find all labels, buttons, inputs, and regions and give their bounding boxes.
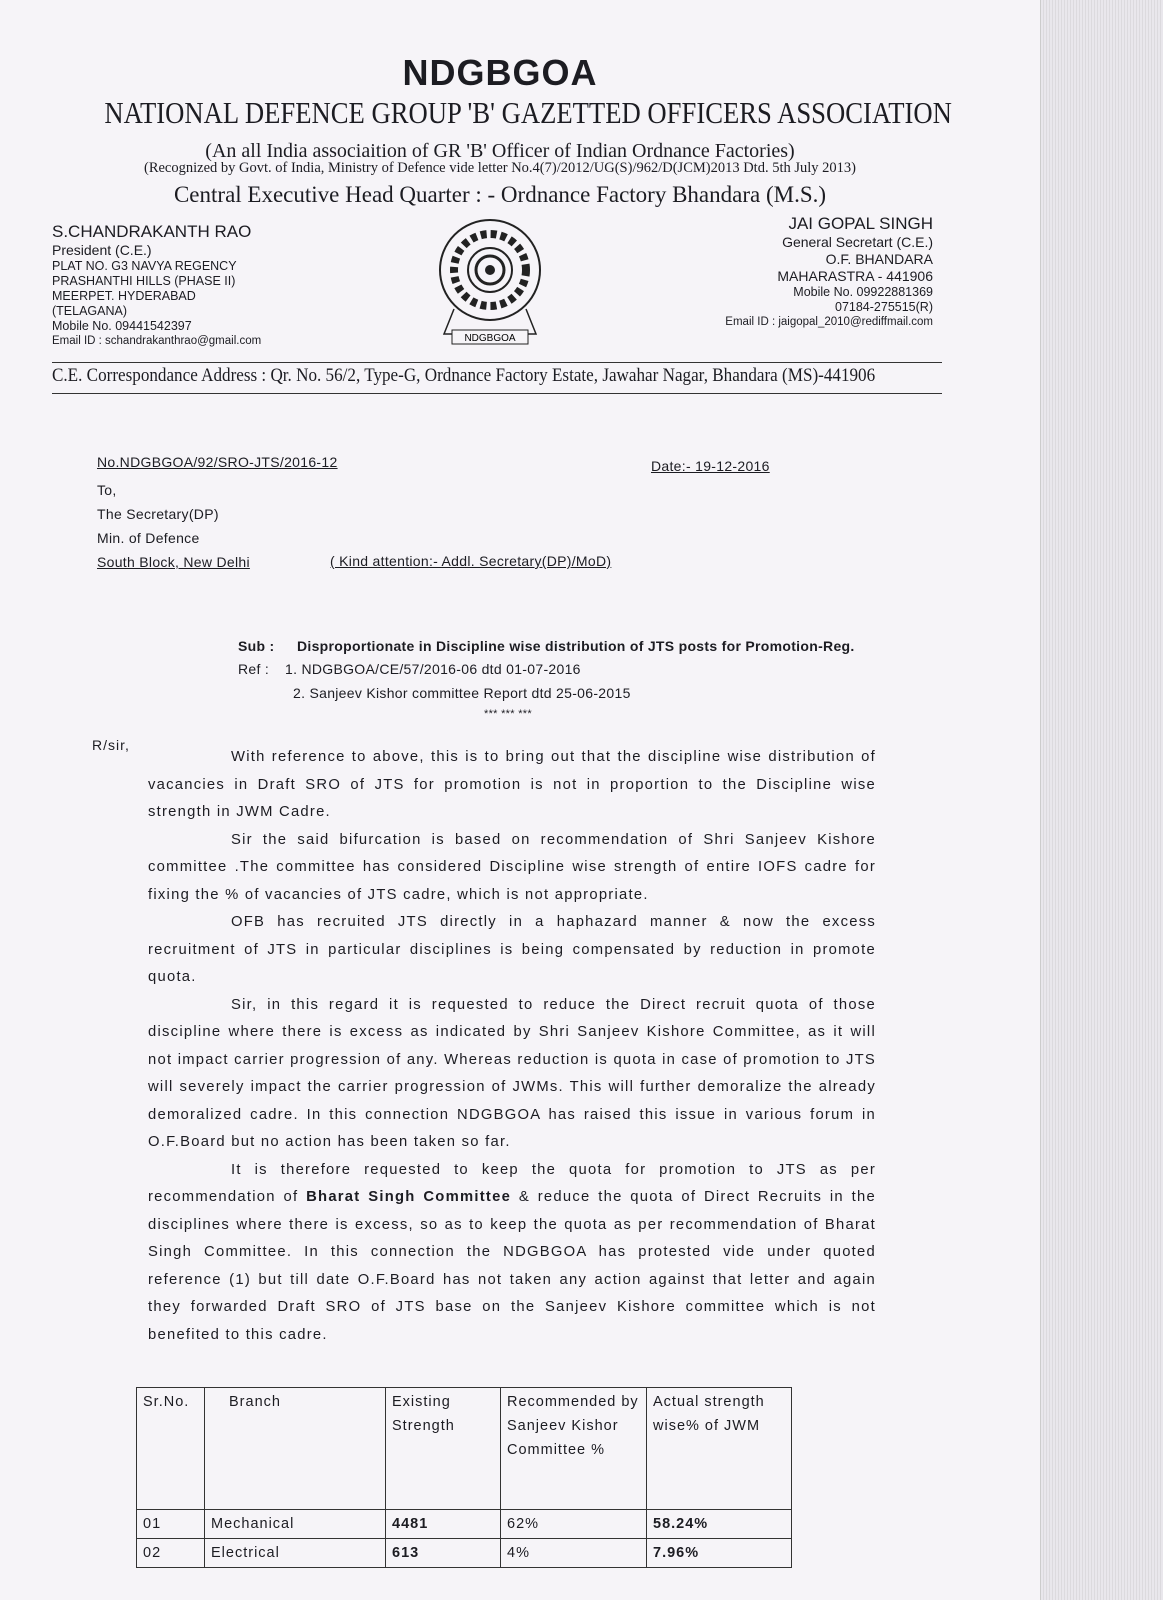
svg-text:NDGBGOA: NDGBGOA	[464, 333, 516, 344]
header-cell: Existing Strength	[386, 1388, 501, 1510]
secretary-name: JAI GOPAL SINGH	[788, 214, 933, 233]
header-cell: Sr.No.	[137, 1388, 205, 1510]
tagline: (An all India associaition of GR 'B' Officer of Indian Ordnance Factories)	[205, 140, 795, 162]
committee-name: Bharat Singh Committee	[306, 1189, 512, 1205]
president-email: Email ID : schandrakanthrao@gmail.com	[52, 335, 262, 347]
divider	[52, 393, 942, 394]
subject-label: Sub :	[238, 638, 275, 654]
address-line: O.F. BHANDARA	[825, 251, 933, 267]
to-line: Min. of Defence	[97, 530, 200, 546]
to-line: To,	[97, 482, 117, 498]
cell: 4481	[386, 1510, 501, 1539]
association-name: NATIONAL DEFENCE GROUP 'B' GAZETTED OFFICERS ASSOCIATION	[104, 95, 952, 130]
paragraph: OFB has recruited JTS directly in a haphazard manner & now the excess recruitment of JTS in particular disciplines is being compensated by reduction in promote quota.	[148, 914, 876, 985]
association-acronym: NDGBGOA	[402, 52, 598, 93]
president-title: President (C.E.)	[52, 242, 152, 258]
reference-1: 1. NDGBGOA/CE/57/2016-06 dtd 01-07-2016	[285, 661, 581, 677]
cell: 01	[137, 1510, 205, 1539]
headquarters: Central Executive Head Quarter : - Ordnance Factory Bhandara (M.S.)	[173, 182, 827, 207]
divider	[52, 362, 942, 363]
cell: Electrical	[205, 1539, 386, 1568]
paragraph: Sir, in this regard it is requested to reduce the Direct recruit quota of those discipline where there is excess as indicated by Shri Sanjeev Kishore Committee, as it will not impact carrier progression of any. Whereas reduction is quota in case of promotion to JTS will severely impact the carrier progression of JWMs. This will further demoralize the already demoralized cadre. In this connection NDGBGOA has raised this issue in various forum in O.F.Board but no action has been taken so far.	[148, 996, 876, 1150]
ref-label: Ref :	[238, 661, 270, 677]
correspondence-address: C.E. Correspondance Address : Qr. No. 56/2, Type-G, Ordnance Factory Estate, Jawahar Nagar, Bhandara (MS)-441906	[52, 365, 876, 386]
president-mobile: Mobile No. 09441542397	[52, 319, 192, 333]
paragraph: It is therefore requested to keep the quota for promotion to JTS as per recommendation of Bharat Singh Committee & reduce the quota of Direct Recruits in the disciplines where there is excess, so as to keep the quota as per recommendation of Bharat Singh Committee. In this connection the NDGBGOA has protested vide under quoted reference (1) but till date O.F.Board has not taken any action against that letter and again they forwarded Draft SRO of JTS base on the Sanjeev Kishore committee which is not benefited to this cadre.	[148, 1161, 877, 1343]
reference-2: 2. Sanjeev Kishor committee Report dtd 25-06-2015	[293, 685, 631, 701]
kind-attention: ( Kind attention:- Addl. Secretary(DP)/MoD)	[330, 553, 612, 569]
secretary-block	[725, 214, 933, 330]
table-header-row	[137, 1388, 792, 1510]
address-line: (TELAGANA)	[52, 304, 128, 318]
to-line: The Secretary(DP)	[97, 506, 219, 522]
paragraph: With reference to above, this is to bring out that the discipline wise distribution of vacancies in Draft SRO of JTS for promotion is not in proportion to the Discipline wise strength in JWM Cadre.	[148, 749, 876, 820]
address-line: MAHARASTRA - 441906	[777, 268, 933, 284]
secretary-email: Email ID : jaigopal_2010@rediffmail.com	[725, 316, 933, 328]
association-logo	[434, 214, 546, 348]
cell: 02	[137, 1539, 205, 1568]
president-block	[52, 222, 261, 349]
letter-date: Date:- 19-12-2016	[651, 458, 770, 474]
reference-number: No.NDGBGOA/92/SRO-JTS/2016-12	[97, 454, 338, 470]
scan-edge	[1040, 0, 1163, 1600]
address-line: MEERPET. HYDERABAD	[52, 289, 196, 303]
table-row	[137, 1510, 792, 1539]
cell: 613	[386, 1539, 501, 1568]
secretary-title: General Secretart (C.E.)	[782, 234, 933, 250]
cell: 7.96%	[647, 1539, 792, 1568]
separator-stars: *** *** ***	[484, 708, 532, 720]
salutation: R/sir,	[92, 737, 130, 753]
cell: 58.24%	[647, 1510, 792, 1539]
letter-body	[148, 744, 876, 1349]
paragraph: Sir the said bifurcation is based on recommendation of Shri Sanjeev Kishore committee .The committee has considered Discipline wise strength of entire IOFS cadre for fixing the % of vacancies of JTS cadre, which is not appropriate.	[148, 831, 876, 903]
address-line: PRASHANTHI HILLS (PHASE II)	[52, 274, 236, 288]
president-name: S.CHANDRAKANTH RAO	[52, 222, 252, 241]
table-row	[137, 1539, 792, 1568]
addressee	[97, 478, 337, 574]
subject: Disproportionate in Discipline wise distribution of JTS posts for Promotion-Reg.	[297, 638, 855, 654]
secretary-mobile: Mobile No. 09922881369	[793, 285, 933, 299]
cell: 62%	[501, 1510, 647, 1539]
recognition: (Recognized by Govt. of India, Ministry of Defence vide letter No.4(7)/2012/UG(S)/962/D(JCM)2013 Dtd. 5th July 2013)	[144, 160, 856, 176]
address-line: PLAT NO. G3 NAVYA REGENCY	[52, 259, 237, 273]
cell: Mechanical	[205, 1510, 386, 1539]
header-cell: Actual strength wise% of JWM	[647, 1388, 792, 1510]
discipline-table	[136, 1387, 792, 1568]
secretary-phone: 07184-275515(R)	[835, 300, 933, 314]
to-line: South Block, New Delhi	[97, 554, 250, 570]
header-cell: Branch	[205, 1388, 386, 1510]
header-cell: Recommended by Sanjeev Kishor Committee %	[501, 1388, 647, 1510]
cell: 4%	[501, 1539, 647, 1568]
